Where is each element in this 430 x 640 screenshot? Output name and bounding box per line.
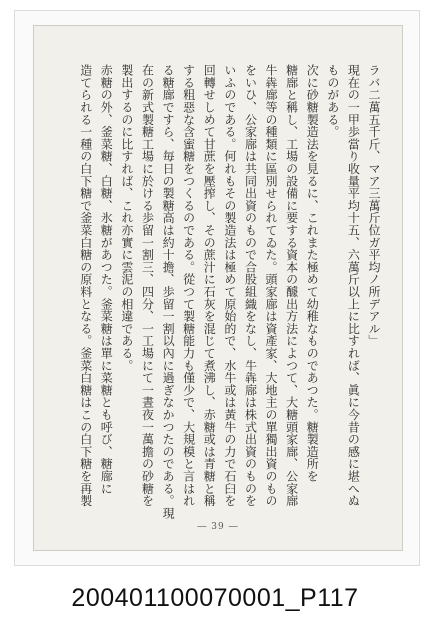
text-line: 製出するのに比すれば、これ亦實に雲泥の相違である。 <box>119 64 134 372</box>
page-number: ― 39 ― <box>197 522 239 532</box>
text-line: 糖廍と稱し、工場の設備に要する資本の醵出方法によつて、大糖頭家廍、公家廍 <box>284 64 299 507</box>
text-line: いふのである。何れもその製造法は極めて原始的で、水牛或は黃牛の力で石臼を <box>222 64 237 507</box>
text-line: 現在の一甲歩當り收量平均十五、六萬斤以上に比すれば、眞に今昔の感に堪へぬ <box>346 64 361 507</box>
text-line: 回轉せしめて甘蔗を壓搾し、その蔗汁に石灰を混じて煮沸し、赤糖或は青糖と稱 <box>202 64 217 507</box>
text-line: 牛犇廍等の種類に區別せられてゐた。頭家廍は資產家、大地主の單獨出資のもの <box>264 64 279 507</box>
text-line: 在の新式製糖工場に於ける歩留一割三、四分、一工場にて一晝夜一萬擔の砂糖を <box>140 64 155 507</box>
text-line: 造てられる一種の白下糖で釜菜白糖の原料となる。釜菜白糖はこの白下糖を再製 <box>78 64 93 507</box>
book-page <box>33 25 403 551</box>
text-line: をいひ、公家廍は共同出資のもので合股組織をなし、牛犇廍は株式出資のものを <box>243 64 258 507</box>
text-line: 次に砂糖製造法を見るに、これまた極めて幼稚なものであつた。糖製造所を <box>305 64 320 483</box>
image-caption: 200401100070001_P117 <box>71 584 359 612</box>
text-line: 赤糖の外、釜菜糖、白糖、氷糖があつた。釜菜糖は單に菜糖とも呼び、糖廍に <box>99 64 114 495</box>
text-line: ものがある。 <box>325 64 340 138</box>
text-line: ラバ二萬五千斤、マア三萬斤位ガ平均ノ所デアル」 <box>367 64 381 347</box>
text-line: する粗惡な含蜜糖をつくるのである。從つて製糖能力も僅少で、大規模と言はれ <box>181 64 196 507</box>
vertical-text-block <box>54 64 384 524</box>
scanned-sheet <box>14 10 420 566</box>
text-line: る糖廍ですら、毎日の製糖高は約十擔、歩留一割以內に過ぎなかつたのである。現 <box>161 64 176 520</box>
